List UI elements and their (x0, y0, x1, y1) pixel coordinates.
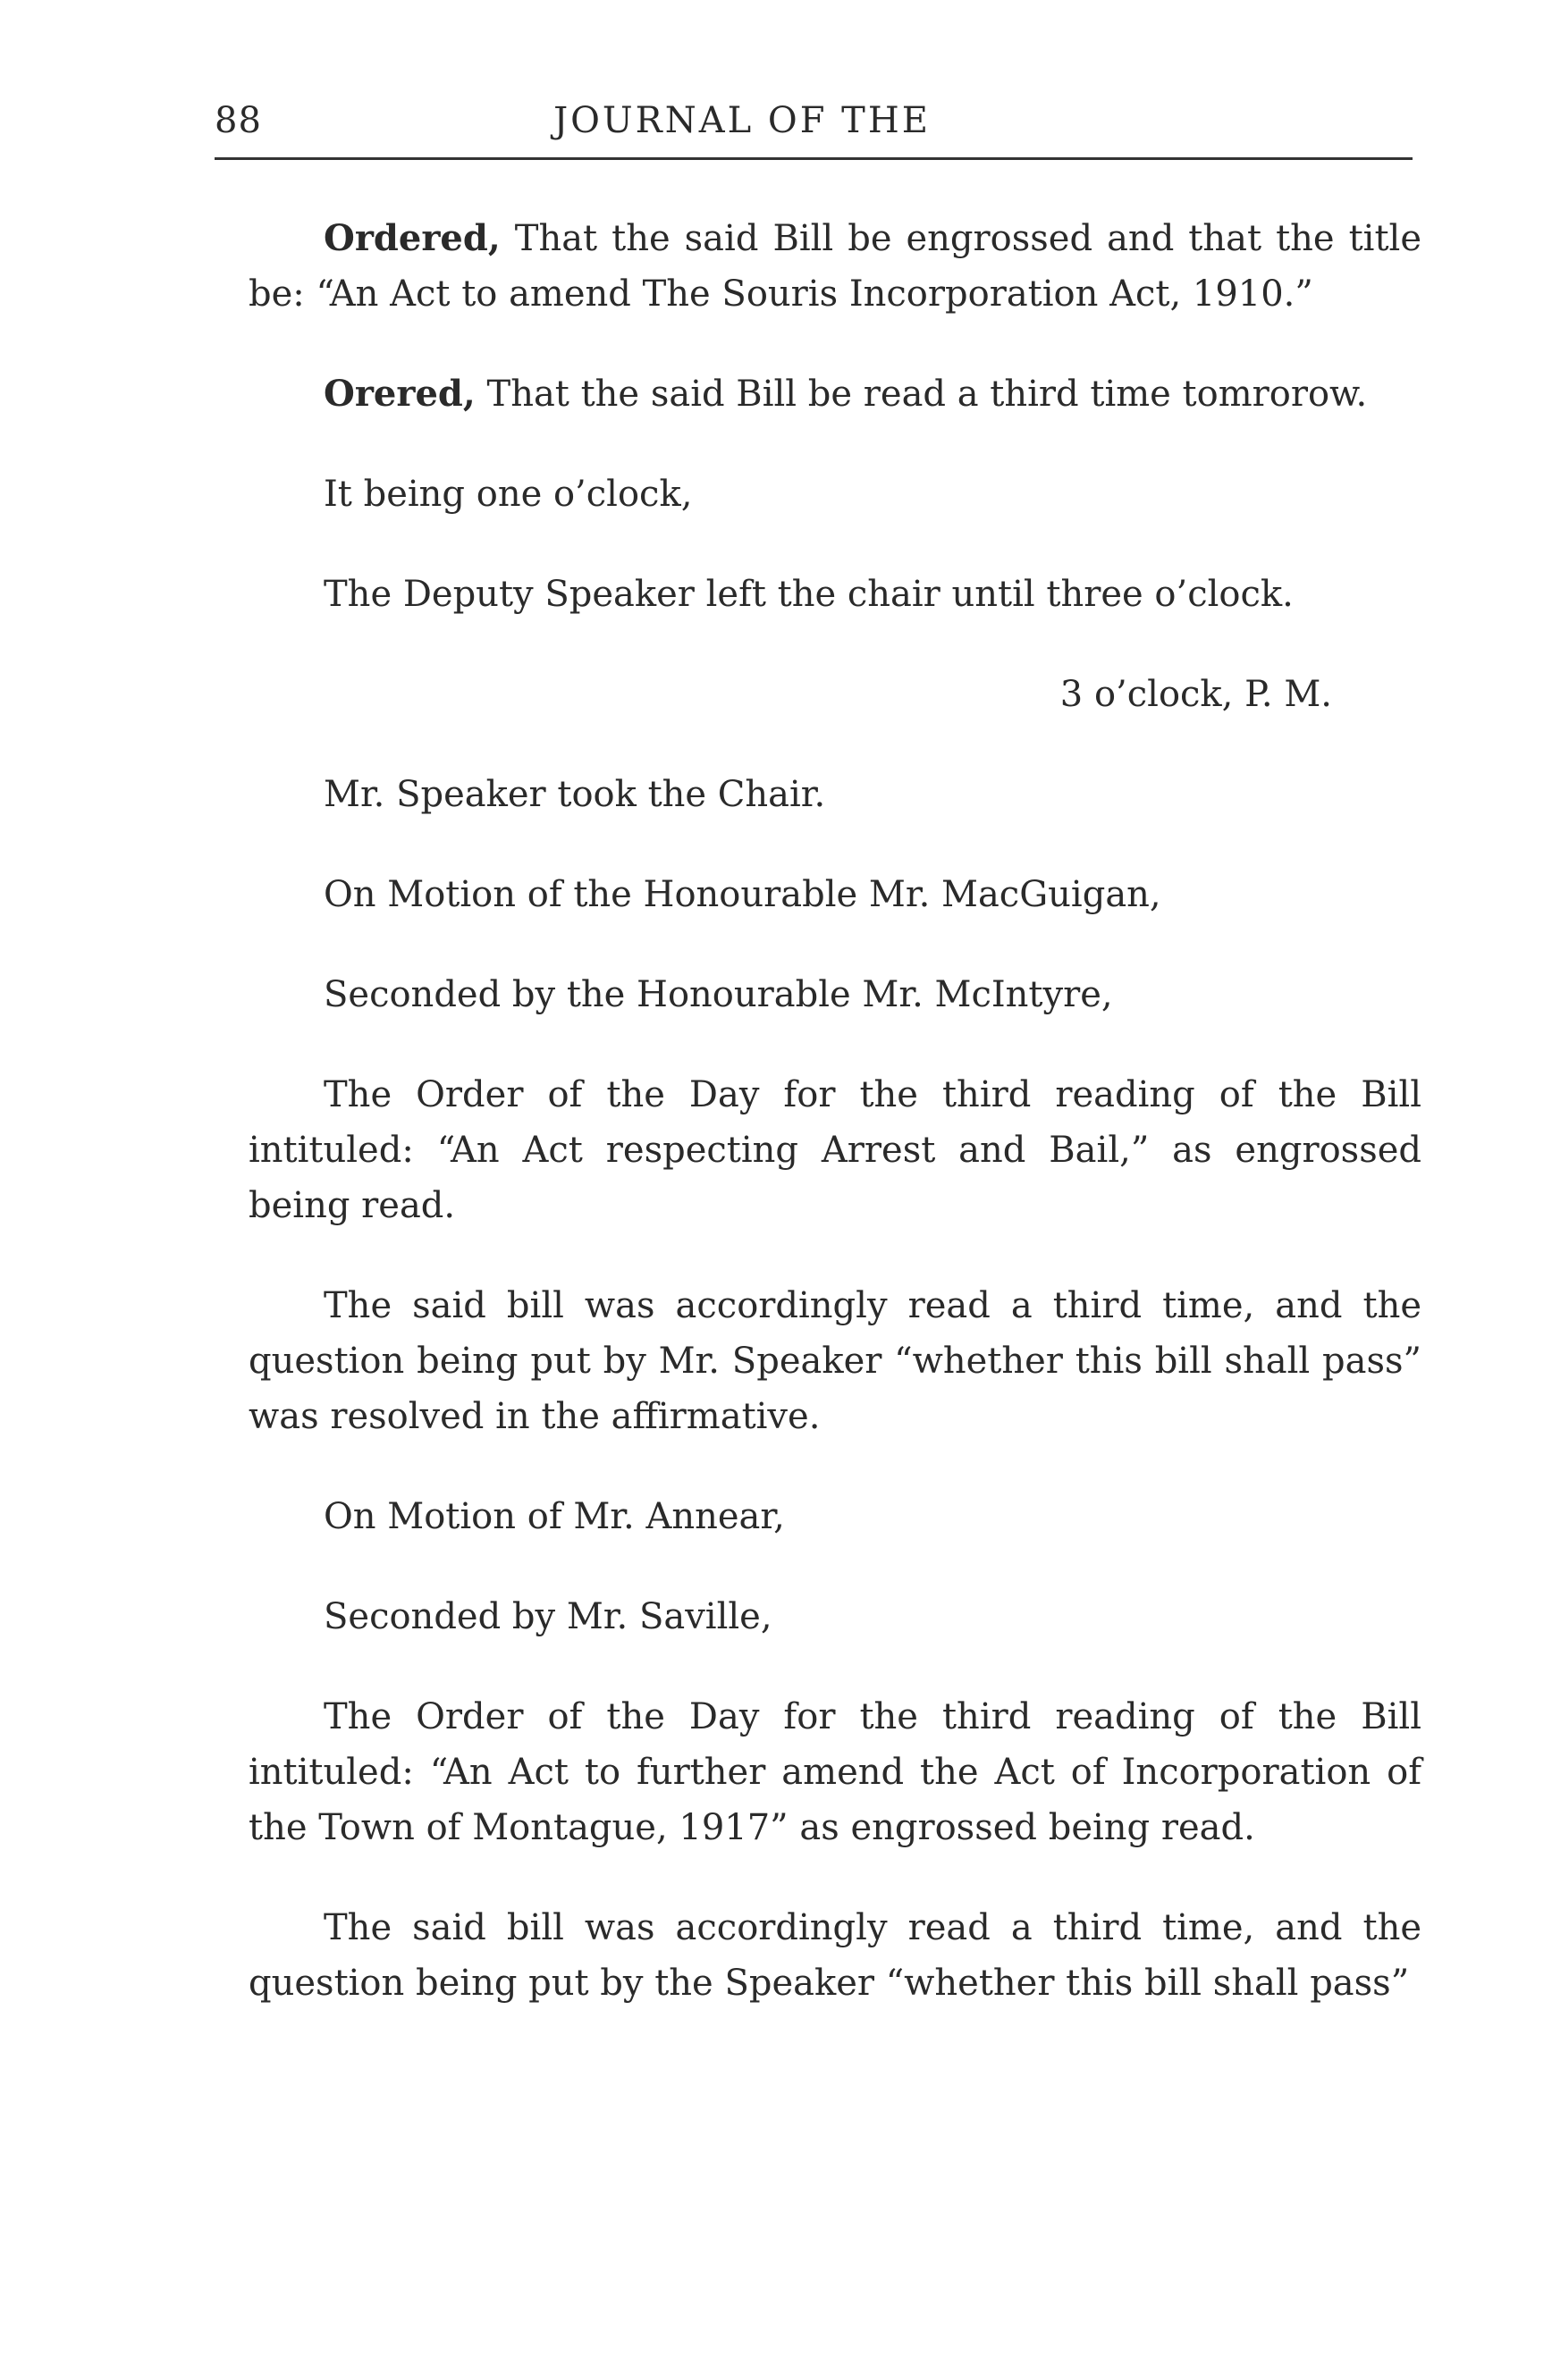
time-heading: 3 o’clock, P. M. (1059, 674, 1332, 715)
paragraph-seconded-mcintyre: Seconded by the Honourable Mr. McIntyre, (324, 974, 1113, 1015)
paragraph-montague-reading: The said bill was accordingly read a third time, and the question being put by the Speaker “whether this bill shall pass” (249, 1907, 1421, 2004)
paragraph-ordered-engrossed (249, 211, 1421, 322)
paragraph-one-oclock: It being one o’clock, (324, 474, 693, 515)
journal-body (249, 211, 1421, 2011)
paragraph-motion-annear: On Motion of Mr. Annear, (324, 1496, 785, 1537)
paragraph-arrest-bail-order: The Order of the Day for the third reading of the Bill intituled: “An Act respecting Arrest and Bail,” as engrossed being read. (249, 1074, 1421, 1226)
paragraph-ordered-third-reading (249, 366, 1421, 422)
header-rule (215, 157, 1413, 160)
page-number: 88 (215, 100, 262, 141)
running-head: JOURNAL OF THE (553, 100, 931, 141)
paragraph-text: That the said Bill be read a third time tomrorow. (475, 374, 1368, 415)
paragraph-lead: Orered, (324, 373, 476, 415)
paragraph-text: That the said Bill be engrossed and that the title be: “An Act to amend The Souris Incorporation Act, 1910.” (249, 218, 1421, 315)
paragraph-montague-order: The Order of the Day for the third reading of the Bill intituled: “An Act to further amend the Act of Incorporation of the Town of Montague, 1917” as engrossed being read. (249, 1696, 1421, 1848)
paragraph-speaker-chair: Mr. Speaker took the Chair. (324, 774, 826, 815)
paragraph-deputy-speaker: The Deputy Speaker left the chair until three o’clock. (324, 574, 1294, 615)
paragraph-seconded-saville: Seconded by Mr. Saville, (324, 1596, 772, 1637)
paragraph-lead: Ordered, (324, 217, 501, 259)
paragraph-motion-macguigan: On Motion of the Honourable Mr. MacGuigan, (324, 874, 1161, 915)
paragraph-arrest-bail-passed: The said bill was accordingly read a third time, and the question being put by Mr. Speaker “whether this bill shall pass” was resolved in the affirmative. (249, 1285, 1421, 1437)
